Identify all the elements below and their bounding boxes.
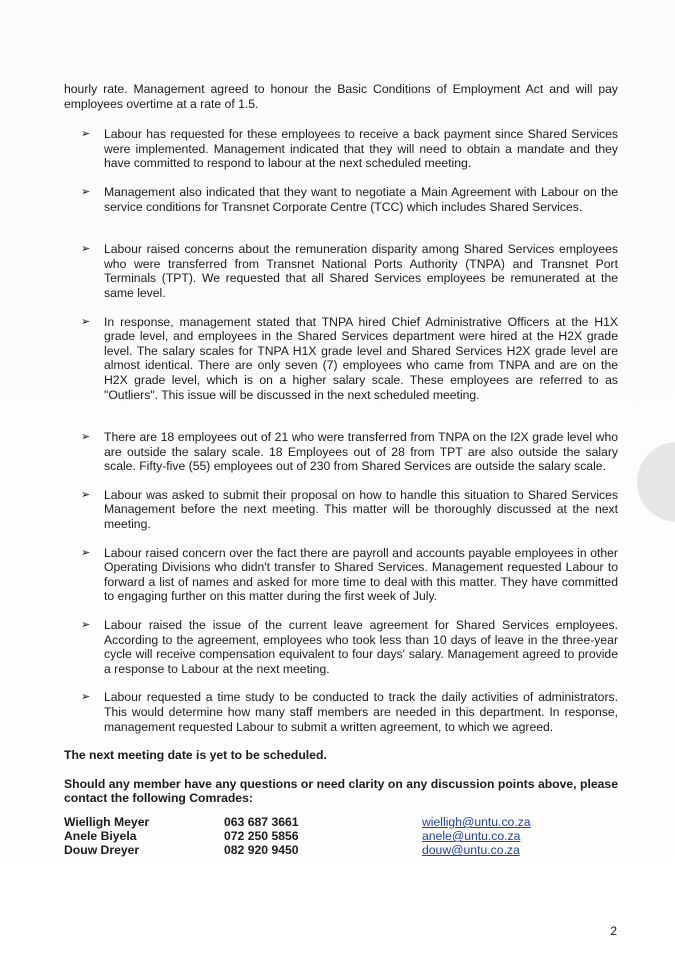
list-item-text: Labour requested a time study to be conducted to track the daily activities of administrators. This would determine how many staff members are needed in this department. In response, management requested Labour to submit a written agreement, to which we agreed. [104, 690, 618, 734]
list-item [64, 690, 618, 734]
list-item [64, 618, 618, 676]
list-item-text: There are 18 employees out of 21 who were transferred from TNPA on the I2X grade level who are outside the salary scale. 18 Employees out of 28 from TPT are also outside the salary scale. Fifty-five (55) employees out of 230 from Shared Services are outside the salary scale. [104, 430, 618, 474]
list-item-text: Labour has requested for these employees to receive a back payment since Shared Services were implemented. Management indicated that they will need to obtain a mandate and they have committed to respond to labour at the next scheduled meeting. [104, 127, 618, 171]
contact-name: Douw Dreyer [64, 843, 140, 858]
contact-name: Wielligh Meyer [64, 814, 150, 829]
contact-row [64, 815, 618, 829]
next-meeting-note: The next meeting date is yet to be scheduled. [64, 748, 327, 763]
list-item [64, 430, 618, 474]
side-scroll-tab[interactable] [637, 442, 675, 522]
contact-phone: 072 250 5856 [224, 829, 299, 844]
list-item [64, 242, 618, 300]
contact-row [64, 843, 618, 857]
arrow-bullet-icon: ➢ [81, 431, 91, 444]
arrow-bullet-icon: ➢ [81, 691, 91, 704]
arrow-bullet-icon: ➢ [81, 243, 91, 256]
list-item-text: Labour raised concern over the fact there are payroll and accounts payable employees in other Operating Divisions who didn't transfer to Shared Services. Management requested Labour to forward a list of names and asked for more time to deal with this matter. They have committed to engaging further on this matter during the first week of July. [104, 545, 618, 604]
arrow-bullet-icon: ➢ [81, 488, 91, 501]
arrow-bullet-icon: ➢ [81, 128, 91, 141]
contact-row [64, 829, 618, 843]
list-item-text: Labour raised the issue of the current leave agreement for Shared Services employees. According to the agreement, employees who took less than 10 days of leave in the three-year cycle will receive compensation equivalent to four days' salary. Management agreed to provide a response to Labour at the next meeting. [104, 618, 618, 676]
arrow-bullet-icon: ➢ [81, 619, 91, 632]
list-item-text: Labour was asked to submit their proposal on how to handle this situation to Shared Services Management before the next meeting. This matter will be thoroughly discussed at the next meeting. [104, 487, 618, 532]
document-body [64, 82, 618, 858]
contact-intro: Should any member have any questions or need clarity on any discussion points above, please contact the following Comrades: [64, 776, 618, 806]
list-item-text: Labour raised concerns about the remuneration disparity among Shared Services employees who were transferred from Transnet National Ports Authority (TNPA) and Transnet Port Terminals (TPT). We requested that all Shared Services employees be remunerated at the same level. [104, 242, 618, 300]
list-item [64, 315, 618, 403]
list-item [64, 546, 618, 604]
arrow-bullet-icon: ➢ [81, 185, 91, 198]
list-item-text: Management also indicated that they want to negotiate a Main Agreement with Labour on the service conditions for Transnet Corporate Centre (TCC) which includes Shared Services. [104, 184, 618, 214]
contact-email-link[interactable]: wielligh@untu.co.za [422, 814, 531, 829]
list-item [64, 185, 618, 214]
contact-phone: 082 920 9450 [224, 843, 299, 858]
list-item [64, 127, 618, 171]
arrow-bullet-icon: ➢ [81, 315, 91, 328]
list-item-text: In response, management stated that TNPA hired Chief Administrative Officers at the H1X grade level, and employees in the Shared Services department were hired at the H2X grade level. The salary scales for TNPA H1X grade level and Shared Services H2X grade level are almost identical. There are only seven (7) employees who came from TNPA and are on the H2X grade level, which is on a higher salary scale. These employees are referred to as "Outliers". This issue will be discussed in the next scheduled meeting. [104, 314, 618, 402]
discussion-points-list [64, 127, 618, 734]
contact-email-link[interactable]: douw@untu.co.za [422, 843, 520, 858]
contact-email-link[interactable]: anele@untu.co.za [422, 829, 521, 844]
arrow-bullet-icon: ➢ [81, 546, 91, 559]
contact-phone: 063 687 3661 [224, 814, 299, 829]
page-number: 2 [610, 924, 617, 938]
contacts-table [64, 815, 618, 858]
list-item [64, 488, 618, 532]
contact-name: Anele Biyela [64, 829, 137, 844]
lead-paragraph: hourly rate. Management agreed to honour the Basic Conditions of Employment Act and will pay employees overtime at a rate of 1.5. [64, 82, 618, 111]
